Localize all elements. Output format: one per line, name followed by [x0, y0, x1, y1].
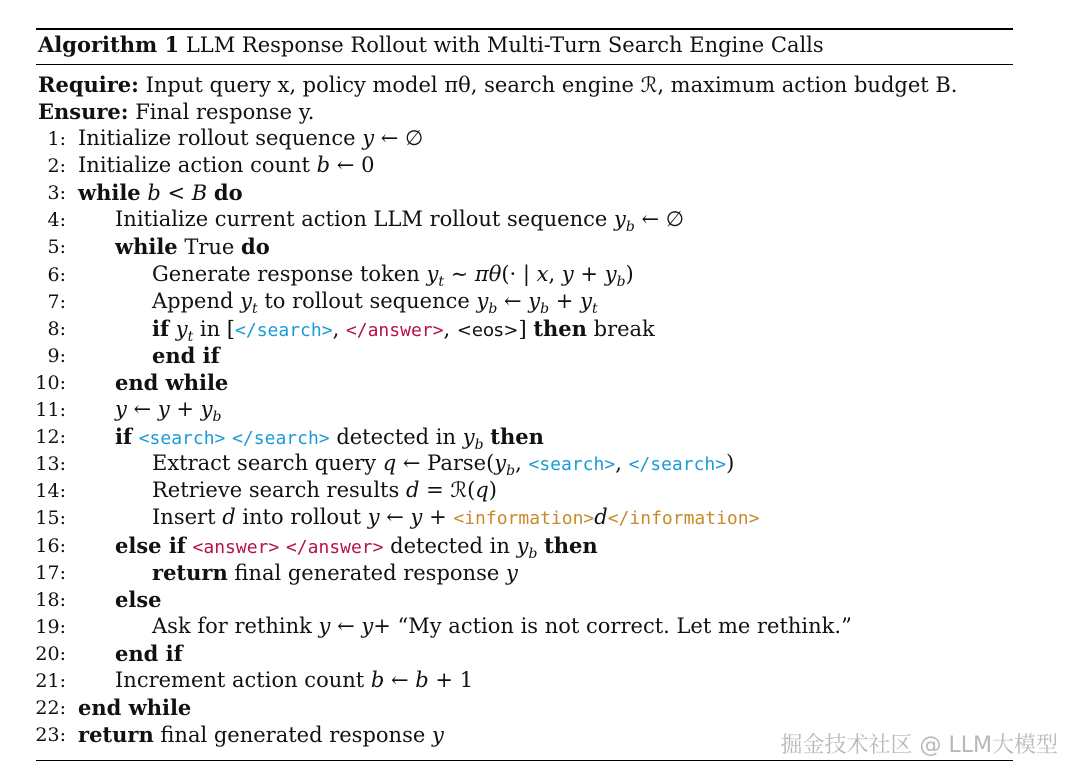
code-token: end while	[115, 369, 229, 395]
code-token: detected in	[329, 425, 463, 450]
code-token: ←	[379, 505, 411, 530]
code-token: </search>	[235, 319, 333, 341]
code-token: end if	[152, 342, 220, 368]
code-token: </search>	[628, 454, 727, 476]
line-code	[152, 316, 655, 345]
line-number: 7:	[47, 290, 66, 313]
code-token: Extract search query	[152, 451, 383, 476]
require-label: Require:	[38, 72, 139, 97]
line-number: 12:	[35, 426, 66, 449]
code-token: d	[594, 505, 608, 530]
code-token: $y_t$	[175, 316, 194, 345]
line-number: 2:	[47, 155, 66, 178]
line-code	[115, 370, 228, 395]
code-token: ∼	[443, 261, 475, 286]
algorithm-line	[0, 505, 1080, 532]
algorithm-line	[0, 153, 1080, 180]
code-token: else	[115, 586, 162, 612]
code-token	[169, 317, 176, 341]
code-token: then	[544, 532, 598, 558]
code-token: Insert	[152, 505, 223, 530]
algorithm-line	[0, 234, 1080, 261]
code-token: </answer>	[285, 536, 384, 558]
code-token: b	[147, 181, 161, 206]
ensure-label: Ensure:	[38, 99, 129, 124]
line-number: 17:	[35, 561, 66, 584]
code-token: ← ∅	[374, 126, 424, 150]
line-number: 18:	[35, 588, 66, 611]
line-number: 8:	[47, 317, 66, 340]
algorithm-line	[0, 180, 1080, 207]
line-number: 6:	[47, 263, 66, 286]
line-number: 20:	[35, 642, 66, 665]
line-code	[152, 505, 759, 529]
code-token: b	[415, 668, 429, 692]
code-token: b	[370, 668, 385, 692]
code-token: return	[78, 722, 154, 748]
code-token: True	[177, 235, 242, 260]
code-token	[279, 534, 286, 558]
code-token: $y_b$	[604, 261, 626, 290]
code-token: y	[367, 505, 380, 530]
line-code	[115, 424, 544, 453]
code-token: $y_b$	[528, 288, 550, 317]
code-token: while	[115, 234, 178, 260]
code-token: Initialize current action LLM rollout sequence	[115, 207, 614, 232]
line-code	[78, 180, 243, 205]
algorithm-label: Algorithm 1	[38, 32, 180, 57]
line-number: 1:	[47, 128, 66, 150]
code-token: y	[431, 723, 444, 748]
line-code	[78, 153, 374, 177]
line-code	[115, 397, 222, 425]
ensure-text: Final response y.	[135, 100, 315, 124]
line-number: 14:	[35, 480, 66, 503]
algorithm-line	[0, 262, 1080, 289]
code-token: )	[488, 478, 497, 503]
code-token: d	[222, 505, 236, 530]
code-token: <information>	[453, 508, 595, 530]
code-token: y	[115, 397, 127, 421]
algorithm-line	[0, 478, 1080, 505]
code-token: ←	[384, 668, 416, 692]
code-token: else if	[115, 532, 186, 558]
line-number: 9:	[47, 344, 66, 367]
code-token: $y_b$	[613, 207, 635, 236]
algorithm-line	[0, 451, 1080, 478]
code-token: d	[405, 478, 420, 503]
code-token: ,	[515, 451, 529, 476]
code-token: = ℛ(	[419, 478, 476, 503]
code-token	[186, 534, 193, 558]
code-token: </search>	[232, 428, 330, 450]
code-token: Retrieve search results	[152, 478, 406, 503]
algorithm-line	[0, 397, 1080, 424]
algorithm-line	[0, 533, 1080, 560]
code-token: to rollout sequence	[257, 288, 477, 313]
code-token: do	[213, 180, 243, 206]
code-token: ,	[332, 316, 346, 341]
line-code	[115, 533, 598, 562]
algorithm-line	[0, 207, 1080, 234]
code-token: ← 0	[330, 153, 375, 178]
line-number: 21:	[35, 670, 66, 692]
line-code	[152, 343, 220, 368]
algorithm-line	[0, 668, 1080, 695]
code-token: return	[152, 559, 228, 585]
ensure-line	[38, 99, 314, 124]
code-token: if	[115, 424, 133, 450]
algorithm-line	[0, 614, 1080, 641]
code-token: +	[549, 288, 581, 313]
code-token: in [	[193, 316, 236, 341]
code-token: ]	[518, 316, 534, 341]
code-token: then	[490, 424, 544, 450]
code-token: <answer>	[192, 536, 280, 558]
code-token: (· |	[501, 261, 537, 286]
line-number: 15:	[35, 507, 66, 530]
code-token: $y_b$	[516, 533, 538, 562]
algorithm-line	[0, 370, 1080, 397]
code-token: y	[362, 126, 375, 150]
code-token	[207, 181, 214, 205]
line-number: 22:	[35, 697, 66, 720]
watermark: 掘金技术社区 @ LLM大模型	[780, 733, 1058, 758]
code-token: detected in	[383, 533, 517, 558]
code-token: Increment action count	[115, 668, 371, 692]
code-token: Append	[152, 288, 241, 313]
code-token: b	[316, 153, 331, 178]
algorithm-line	[0, 126, 1080, 153]
code-token: final generated response	[153, 723, 432, 748]
line-number: 19:	[35, 615, 66, 638]
code-token: <	[160, 181, 192, 206]
line-code	[115, 234, 270, 259]
code-token: q	[475, 478, 489, 503]
line-code	[152, 560, 518, 585]
algorithm-line	[0, 641, 1080, 668]
code-token: y	[505, 560, 518, 585]
line-number: 5:	[47, 236, 66, 259]
algorithm-line	[0, 695, 1080, 722]
line-code	[115, 641, 183, 666]
code-token: $y_b$	[200, 397, 222, 426]
code-token: end if	[115, 640, 183, 666]
top-rule	[36, 28, 1013, 30]
code-token: $y_b$	[494, 451, 516, 480]
code-token: <search>	[138, 428, 226, 450]
line-number: 16:	[35, 534, 66, 557]
algorithm-line	[0, 316, 1080, 343]
code-token: ,	[443, 316, 457, 341]
code-token: <search>	[528, 454, 616, 476]
algorithm-line	[0, 289, 1080, 316]
line-code	[152, 478, 497, 502]
algorithm-line	[0, 587, 1080, 614]
line-number: 13:	[35, 453, 66, 476]
title-rule	[36, 64, 1013, 65]
code-token	[132, 425, 139, 449]
line-code	[152, 262, 634, 290]
line-number: 4:	[47, 209, 66, 232]
code-token: ← ∅	[634, 207, 685, 232]
code-token: +	[422, 505, 454, 530]
code-token: if	[152, 315, 170, 341]
code-token: )	[625, 261, 634, 286]
code-token: y	[157, 397, 170, 421]
code-token: B	[191, 181, 208, 206]
code-token: ← Parse(	[396, 451, 495, 476]
line-number: 10:	[35, 371, 66, 394]
code-token: $y_t$	[580, 288, 598, 317]
code-token: ,	[615, 451, 629, 476]
code-token: $y_b$	[476, 288, 498, 317]
algorithm-line	[0, 424, 1080, 454]
code-token: ←	[497, 288, 529, 313]
code-token: while	[78, 180, 141, 206]
code-token: q	[382, 451, 397, 476]
code-token: ←	[330, 613, 362, 638]
code-token: Ask for rethink	[152, 613, 319, 638]
line-number: 3:	[47, 182, 66, 205]
code-token: + “My action is not correct. Let me rethink.”	[373, 613, 852, 638]
code-token: final generated response	[227, 560, 506, 585]
code-token: πθ	[474, 261, 502, 286]
code-token: </answer>	[345, 319, 444, 341]
line-code	[152, 451, 734, 479]
code-token: +	[169, 397, 201, 421]
line-code	[78, 695, 191, 720]
line-code	[115, 668, 473, 692]
algorithm-title	[38, 32, 824, 57]
code-token: + 1	[428, 668, 474, 692]
code-token: +	[573, 261, 605, 286]
algorithm-line	[0, 560, 1080, 587]
code-token: Initialize rollout sequence	[78, 126, 363, 150]
require-line	[38, 72, 957, 97]
code-token: Initialize action count	[78, 153, 317, 178]
code-token: do	[241, 234, 270, 260]
code-token: y	[410, 505, 423, 530]
line-code	[78, 126, 423, 150]
code-token: ,	[548, 261, 562, 286]
code-token: x	[536, 261, 549, 286]
code-token: into rollout	[235, 505, 368, 530]
code-token: y	[318, 613, 331, 638]
line-number: 11:	[35, 399, 66, 421]
line-code	[152, 289, 598, 317]
code-token: y	[361, 613, 374, 638]
code-token: $y_t$	[426, 261, 444, 290]
require-text: Input query x, policy model πθ, search engine ℛ, maximum action budget B.	[145, 73, 958, 97]
algorithm-line	[0, 343, 1080, 370]
code-token: y	[561, 261, 574, 286]
code-token: Generate response token	[152, 261, 427, 286]
code-token: <eos>	[456, 319, 519, 341]
code-token: break	[586, 316, 655, 341]
code-token: end while	[78, 695, 192, 721]
line-code	[78, 722, 444, 747]
algorithm-title-text: LLM Response Rollout with Multi-Turn Search Engine Calls	[185, 33, 824, 57]
code-token: </information>	[607, 508, 760, 530]
code-token: )	[726, 451, 735, 476]
code-token: ←	[126, 397, 158, 421]
bottom-rule	[36, 760, 1013, 761]
line-code	[115, 207, 684, 235]
code-token: $y_b$	[462, 425, 484, 454]
line-number: 23:	[35, 724, 66, 747]
line-code	[115, 587, 162, 612]
code-token: then	[533, 315, 587, 341]
code-token: $y_t$	[240, 288, 258, 317]
line-code	[152, 614, 852, 638]
